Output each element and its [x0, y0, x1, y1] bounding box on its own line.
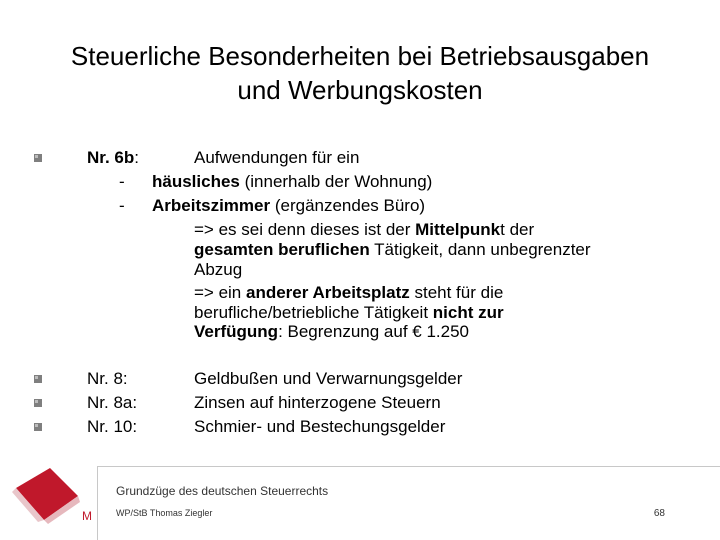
- item1-consequence-2-line-2: berufliche/betriebliche Tätigkeit nicht zur: [194, 303, 504, 322]
- title-line-2: und Werbungskosten: [237, 75, 483, 105]
- item1-dash-1: -: [119, 172, 125, 191]
- item1-consequence-2-line-1: => ein anderer Arbeitsplatz steht für die: [194, 283, 504, 302]
- title-line-1: Steuerliche Besonderheiten bei Betriebsausgaben: [70, 41, 650, 71]
- item-text: Geldbußen und Verwarnungsgelder: [194, 369, 463, 388]
- university-logo-icon: [8, 462, 98, 533]
- item1-dash-2: -: [119, 196, 125, 215]
- item-label: Nr. 8a:: [87, 393, 138, 412]
- square-bullet-icon: [34, 399, 42, 407]
- item1-sub-2: Arbeitszimmer (ergänzendes Büro): [152, 196, 426, 215]
- logo-letter: M: [82, 509, 92, 523]
- item-label: Nr. 8:: [87, 369, 128, 388]
- page-number: 68: [653, 508, 665, 519]
- footer-divider-horizontal: [97, 466, 720, 467]
- item1-label: Nr. 6b:: [87, 148, 139, 167]
- square-bullet-icon: [34, 154, 42, 162]
- square-bullet-icon: [34, 423, 42, 431]
- item1-consequence-2-line-3: Verfügung: Begrenzung auf € 1.250: [194, 322, 469, 341]
- item1-consequence-1-line-2: gesamten beruflichen Tätigkeit, dann unbegrenzter: [194, 240, 591, 259]
- item-text: Schmier- und Bestechungsgelder: [194, 417, 446, 436]
- footer-author: WP/StB Thomas Ziegler: [116, 508, 213, 518]
- item-label: Nr. 10:: [87, 417, 138, 436]
- square-bullet-icon: [34, 375, 42, 383]
- item1-consequence-1-line-3: Abzug: [194, 260, 243, 279]
- item1-consequence-1-line-1: => es sei denn dieses ist der Mittelpunkt der: [194, 220, 535, 239]
- footer-title: Grundzüge des deutschen Steuerrechts: [116, 484, 329, 498]
- item-text: Zinsen auf hinterzogene Steuern: [194, 393, 441, 412]
- item1-sub-1: häusliches (innerhalb der Wohnung): [152, 172, 433, 191]
- item1-heading: Aufwendungen für ein: [194, 148, 360, 167]
